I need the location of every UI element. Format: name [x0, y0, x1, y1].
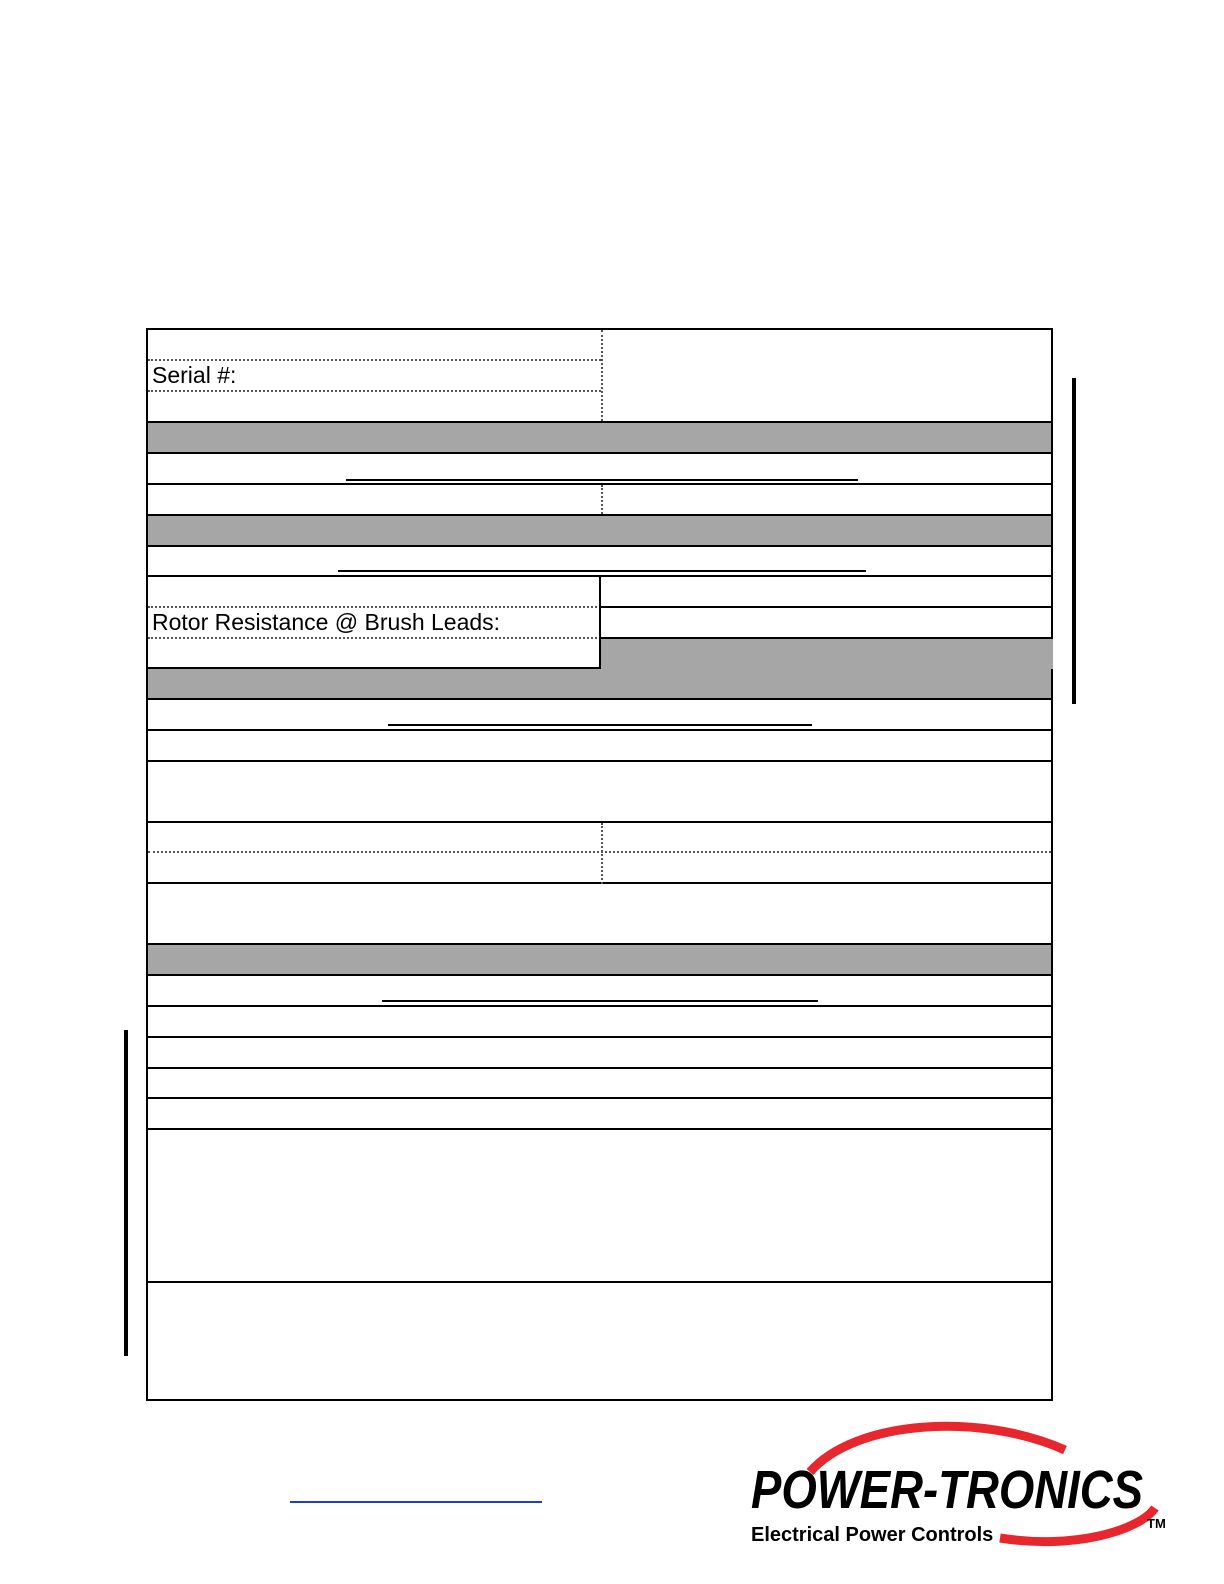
section-4-row-3 [148, 1038, 1051, 1069]
section-4-notes [148, 1130, 1051, 1283]
left-margin-bar [124, 1030, 128, 1356]
section-3-row-3 [148, 762, 1051, 823]
section-2-underline [338, 570, 866, 572]
logo-tagline: Electrical Power Controls [751, 1524, 994, 1546]
section-3-row-4 [148, 823, 1051, 853]
section-1-header [148, 423, 1051, 454]
website-link-underline[interactable] [290, 1501, 542, 1503]
section-4-underline [382, 1000, 818, 1002]
section-2-right-row-2 [601, 608, 1053, 639]
section-2-header [148, 516, 1051, 547]
section-3-row-6 [148, 884, 1051, 945]
section-3-row-5 [148, 853, 1051, 884]
section-4-row-1 [148, 976, 1051, 1007]
section-4-header [148, 945, 1051, 976]
logo-wordmark: POWER-TRONICS [751, 1460, 1143, 1520]
section-1-underline [346, 479, 858, 481]
top-block-bottom [148, 330, 1051, 423]
section-1-row-2 [148, 485, 1051, 516]
section-3-row-2 [148, 731, 1051, 762]
section-1-row-1 [148, 454, 1051, 485]
section-4-row-5 [148, 1099, 1051, 1130]
rotor-resistance-label: Rotor Resistance @ Brush Leads: [152, 609, 501, 635]
right-margin-bar [1072, 378, 1076, 704]
section-2-right-shade [601, 639, 1053, 669]
section-2-right-row-1 [601, 577, 1053, 608]
section-3-header [148, 669, 1051, 700]
logo-trademark: TM [1147, 1516, 1166, 1531]
section-2-left-row-3 [148, 639, 601, 669]
section-3-underline [388, 724, 812, 726]
serial-label: Serial #: [152, 362, 237, 388]
section-4-signature [148, 1283, 1051, 1401]
section-3-row-1 [148, 700, 1051, 731]
section-2-row-1 [148, 547, 1051, 577]
section-4-row-4 [148, 1069, 1051, 1099]
section-3-divider [601, 823, 603, 884]
section-2-left-row-1 [148, 577, 601, 608]
section-4-row-2 [148, 1007, 1051, 1038]
service-form [146, 328, 1053, 1401]
rotor-resistance-row [148, 608, 601, 639]
power-tronics-logo [745, 1420, 1175, 1555]
section-1-divider [601, 485, 603, 514]
